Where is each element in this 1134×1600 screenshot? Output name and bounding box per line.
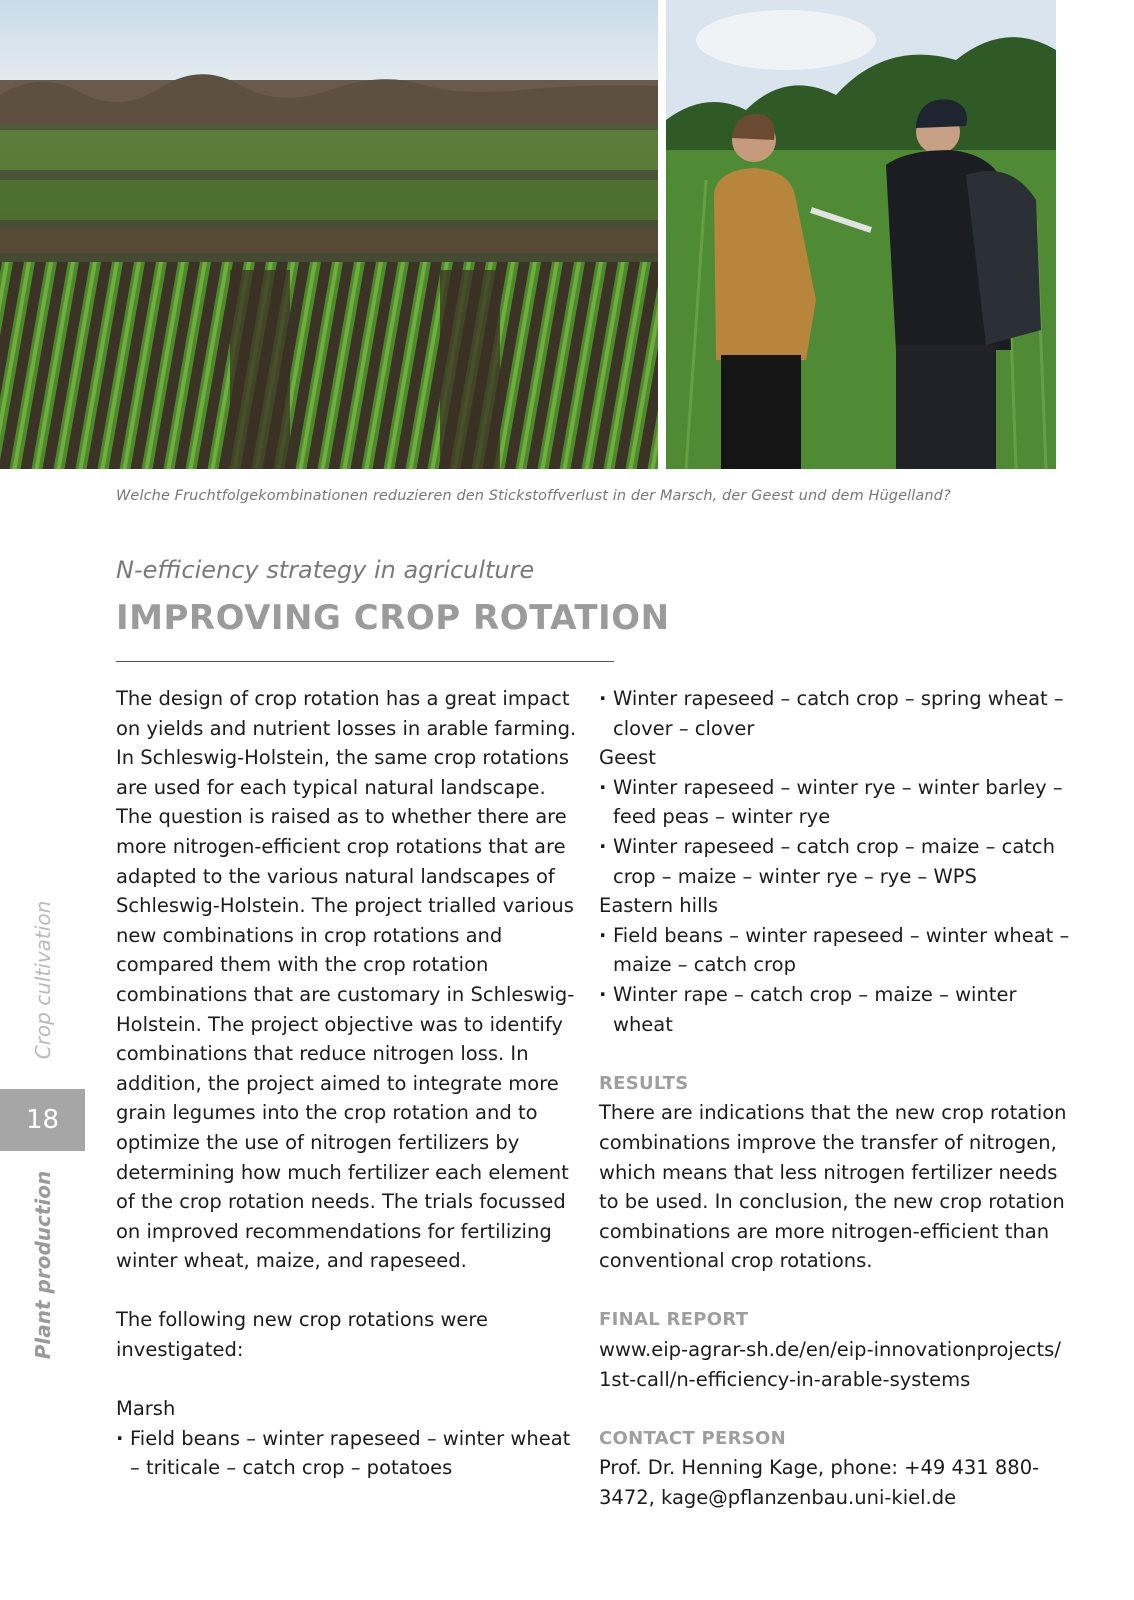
- geest-rotation-1: · Winter rapeseed – winter rye – winter barley – feed peas – winter rye: [599, 773, 1074, 832]
- field-trial-photo: [0, 0, 658, 469]
- eastern-hills-label: Eastern hills: [599, 894, 719, 918]
- final-report-link[interactable]: [599, 1335, 1074, 1394]
- final-report-url-line-2[interactable]: 1st-call/n-efficiency-in-arable-systems: [599, 1367, 971, 1391]
- left-column: [116, 684, 581, 1483]
- field-trial-image: [0, 0, 658, 469]
- section-label: [30, 895, 56, 1065]
- chapter-label-text: Plant production: [31, 1170, 55, 1360]
- rotations-intro: The following new crop rotations were investigated:: [116, 1308, 489, 1362]
- researchers-image: [666, 0, 1056, 469]
- results-heading: RESULTS: [599, 1072, 689, 1094]
- marsh-rotation-2: · Winter rapeseed – catch crop – spring wheat – clover – clover: [599, 684, 1074, 743]
- eastern-hills-rotation-2: · Winter rape – catch crop – maize – winter wheat: [599, 980, 1074, 1039]
- eastern-hills-rotation-1: · Field beans – winter rapeseed – winter wheat – maize – catch crop: [599, 921, 1074, 980]
- final-report-heading: FINAL REPORT: [599, 1309, 749, 1331]
- page-number: 18: [0, 1089, 85, 1151]
- chapter-label: [30, 1170, 56, 1360]
- section-label-text: Crop cultivation: [31, 900, 55, 1060]
- geest-label: Geest: [599, 746, 656, 770]
- results-text: There are indications that the new crop rotation combinations improve the transfer of nitrogen, which means that less nitrogen fertilizer needs to be used. In conclusion, the new crop rotation combinations are more nitrogen-efficient than conventional crop rotations.: [599, 1101, 1067, 1273]
- final-report-url-line-1[interactable]: www.eip-agrar-sh.de/en/eip-innovationprojects/: [599, 1338, 1061, 1362]
- marsh-label: Marsh: [116, 1397, 176, 1421]
- title-divider: [116, 661, 614, 662]
- intro-paragraph: The design of crop rotation has a great impact on yields and nutrient losses in arable farming. In Schleswig-Holstein, the same crop rotations are used for each typical natural landscape. The question is raised as to whether there are more nitrogen-efficient crop rotations that are adapted to the various natural landscapes of Schleswig-Holstein. The project trialled various new combinations in crop rotations and compared them with the crop rotation combinations that are customary in Schleswig-Holstein. The project objective was to identify combinations that reduce nitrogen loss. In addition, the project aimed to integrate more grain legumes into the crop rotation and to optimize the use of nitrogen fertilizers by determining how much fertilizer each element of the crop rotation needs. The trials focussed on improved recommendations for fertilizing winter wheat, maize, and rapeseed.: [116, 687, 577, 1273]
- photo-caption: Welche Fruchtfolgekombinationen reduzieren den Stickstoffverlust in der Marsch, der Geest und dem Hügelland?: [116, 488, 951, 504]
- contact-text: Prof. Dr. Henning Kage, phone: +49 431 880-3472, kage@pflanzenbau.uni-kiel.de: [599, 1456, 1040, 1510]
- article-title: IMPROVING CROP ROTATION: [116, 598, 670, 638]
- right-column: [599, 684, 1074, 1513]
- article-subtitle: N-efficiency strategy in agriculture: [116, 556, 535, 584]
- geest-rotation-2: · Winter rapeseed – catch crop – maize – catch crop – maize – winter rye – rye – WPS: [599, 832, 1074, 891]
- researchers-photo: [666, 0, 1056, 469]
- marsh-rotation-1: · Field beans – winter rapeseed – winter wheat – triticale – catch crop – potatoes: [116, 1424, 581, 1483]
- contact-heading: CONTACT PERSON: [599, 1427, 787, 1449]
